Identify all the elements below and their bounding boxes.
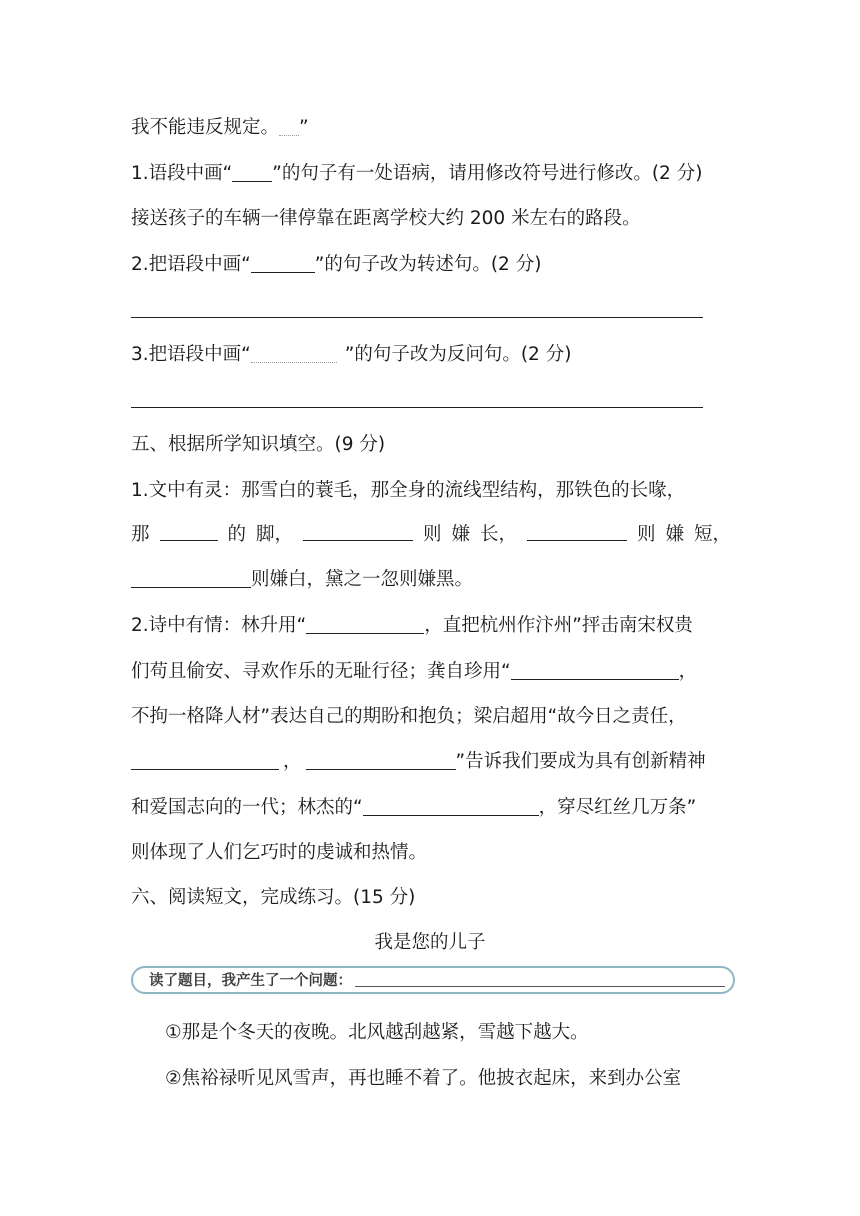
question-2: 2.把语段中画“ ”的句子改为转述句。(2 分) (131, 254, 542, 275)
s5-p1-line2: 那 的 脚， 则 嫌 长， 则 嫌 短， (131, 524, 731, 545)
section-6-heading: 六、阅读短文，完成练习。(15 分) (131, 887, 416, 908)
passage-para-2: ②焦裕禄听见风雪声，再也睡不着了。他披衣起床，来到办公室 (165, 1068, 682, 1089)
answer-blank[interactable] (527, 522, 627, 541)
question-1-sentence: 接送孩子的车辆一律停靠在距离学校大约 200 米左右的路段。 (131, 208, 641, 229)
question-box-label: 读了题目，我产生了一个问题： (149, 973, 352, 989)
s5-p1-line3: 则嫌白，黛之一忽则嫌黑。 (131, 567, 473, 593)
s5-p2-line5: 和爱国志向的一代；林杰的“ ，穿尽红丝几万条” (131, 797, 697, 818)
passage-para-1: ①那是个冬天的夜晚。北风越刮越紧，雪越下越大。 (165, 1022, 589, 1043)
answer-blank[interactable] (232, 163, 272, 182)
dotted-underline (279, 117, 299, 136)
answer-blank[interactable] (251, 254, 315, 273)
s5-p2-line6: 则体现了人们乞巧时的虔诚和热情。 (131, 842, 428, 863)
s5-p2-line1: 2.诗中有情：林升用“ ，直把杭州作汴州”抨击南宋权贵 (131, 615, 693, 636)
answer-blank[interactable] (131, 569, 251, 588)
s5-p1-line1: 1.文中有灵：那雪白的蓑毛，那全身的流线型结构，那铁色的长喙， (131, 480, 686, 501)
answer-blank[interactable] (511, 661, 679, 680)
s5-p2-line4: ， ”告诉我们要成为具有创新精神 (131, 749, 706, 775)
s5-p2-line3: 不拘一格降人材”表达自己的期盼和抱负；梁启超用“故今日之责任， (131, 706, 687, 727)
dotted-underline (251, 344, 337, 363)
answer-line[interactable] (131, 407, 703, 408)
s5-p2-line2: 们苟且偷安、寻欢作乐的无耻行径；龚自珍用“ ， (131, 661, 698, 682)
question-box (131, 966, 735, 994)
passage-title: 我是您的儿子 (374, 932, 486, 953)
question-answer-line[interactable] (355, 986, 725, 987)
answer-blank[interactable] (303, 522, 413, 541)
answer-blank[interactable] (131, 751, 279, 770)
section-5-heading: 五、根据所学知识填空。(9 分) (131, 434, 386, 455)
answer-blank[interactable] (306, 615, 424, 634)
answer-blank[interactable] (306, 751, 456, 770)
answer-line[interactable] (131, 317, 703, 318)
question-1: 1.语段中画“ ”的句子有一处语病，请用修改符号进行修改。(2 分) (131, 163, 703, 184)
answer-blank[interactable] (363, 797, 539, 816)
text-line: 我不能违反规定。 ” (131, 117, 309, 138)
question-3: 3.把语段中画“ ”的句子改为反问句。(2 分) (131, 344, 572, 365)
answer-blank[interactable] (160, 522, 218, 541)
